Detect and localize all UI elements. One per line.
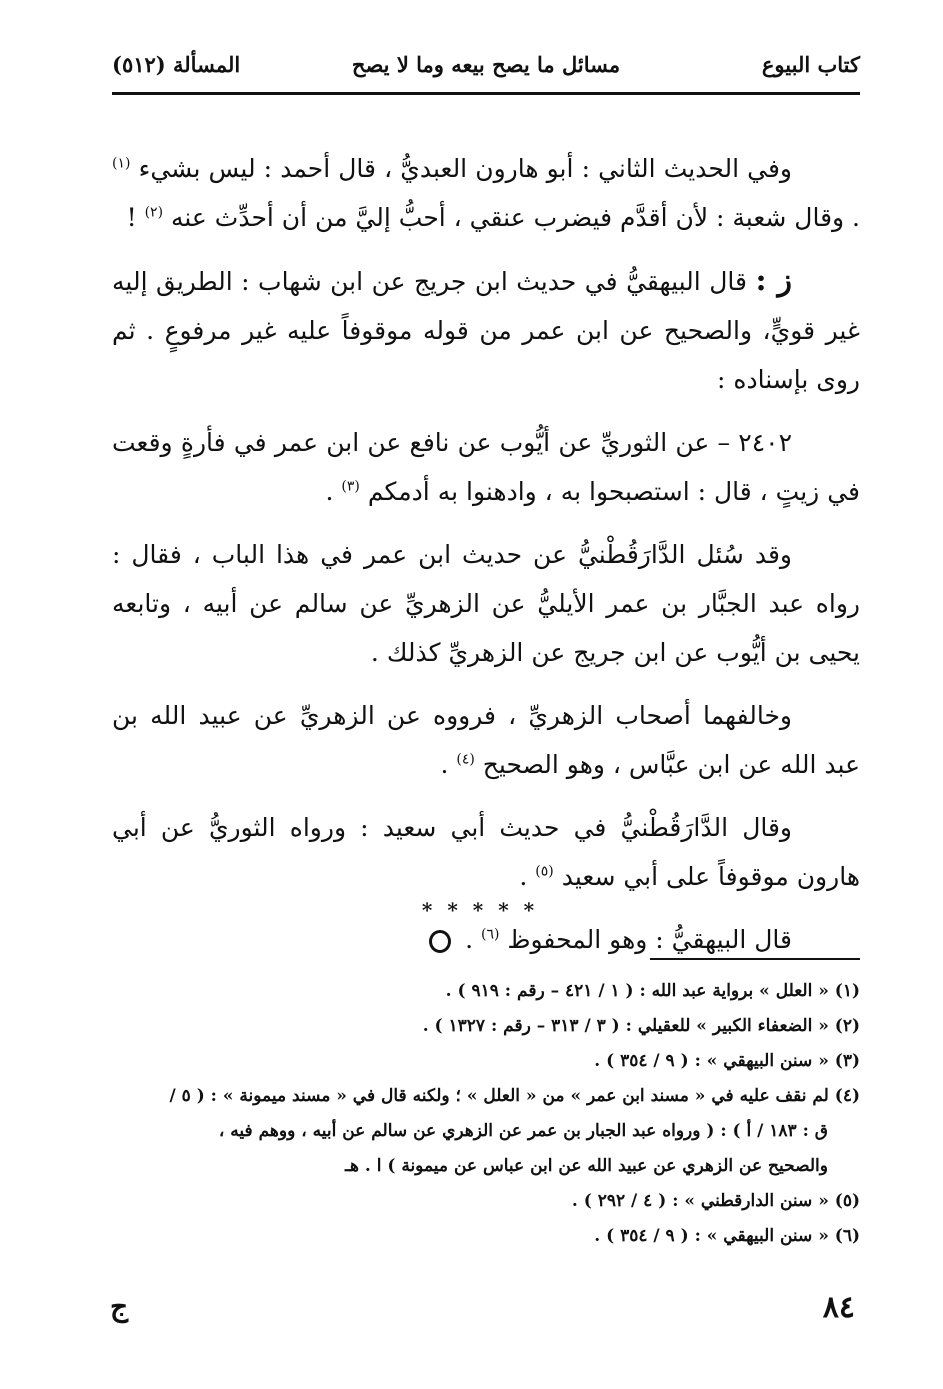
section-separator: * * * * * bbox=[421, 898, 539, 922]
footnote-ref-4: (٤) bbox=[456, 751, 475, 768]
paragraph-4-text: وقد سُئل الدَّارَقُطْنيُّ عن حديث ابن عمر في هذا الباب ، فقال : رواه عبد الجبَّار بن عمر الأيليُّ عن الزهريِّ عن سالم عن أبيه ، وتابعه يحيى بن أيُّوب عن ابن جريج عن الزهريِّ كذلك . bbox=[112, 540, 860, 667]
paragraph-1-end: ! bbox=[126, 203, 137, 232]
main-text bbox=[112, 144, 860, 978]
footnote-4-line-2: ق : ١٨٣ / أ ) : ( ورواه عبد الجبار بن عمر عن الزهري عن سالم عن أبيه ، ووهم فيه ، bbox=[218, 1121, 828, 1141]
paragraph-7-text: قال البيهقيُّ : وهو المحفوظ bbox=[507, 925, 792, 954]
paragraph-1-text: وفي الحديث الثاني : أبو هارون العبديُّ ، قال أحمد : ليس بشيء bbox=[138, 154, 793, 183]
footnote-ref-3: (٣) bbox=[341, 478, 360, 495]
running-header bbox=[112, 48, 860, 88]
footnote-1: (١) « العلل » برواية عبد الله : ( ١ / ٤٢١ – رقم : ٩١٩ ) . bbox=[445, 981, 860, 1001]
header-rule bbox=[112, 92, 860, 95]
footnote-ref-6: (٦) bbox=[480, 926, 500, 943]
signature-mark: ج bbox=[110, 1290, 129, 1323]
hadith-2402: ٢٤٠٢ – عن الثوريِّ عن أيُّوب عن نافع عن ابن عمر في فأرةٍ وقعت في زيتٍ ، قال : استصبحوا به ، وادهنوا به أدمكم bbox=[112, 428, 860, 506]
footnote-rule bbox=[650, 958, 860, 960]
paragraph-6-end: . bbox=[519, 862, 528, 891]
paragraph-1 bbox=[112, 144, 860, 242]
paragraph-5 bbox=[112, 691, 860, 789]
footnote-6: (٦) « سنن البيهقي » : ( ٩ / ٣٥٤ ) . bbox=[594, 1226, 860, 1246]
footnote-3: (٣) « سنن البيهقي » : ( ٩ / ٣٥٤ ) . bbox=[594, 1051, 860, 1071]
paragraph-5-text: وخالفهما أصحاب الزهريِّ ، فرووه عن الزهريِّ عن عبيد الله بن عبد الله عن ابن عبَّاس ، وهو الصحيح bbox=[112, 701, 860, 779]
footnote-ref-2: (٢) bbox=[144, 204, 164, 221]
paragraph-7-end: . bbox=[465, 925, 474, 954]
footnote-ref-1: (١) bbox=[112, 155, 131, 172]
paragraph-3-end: . bbox=[325, 477, 334, 506]
chapter-title: مسائل ما يصح بيعه وما لا يصح bbox=[351, 52, 621, 77]
footnote-4-line-3: والصحيح عن الزهري عن عبيد الله عن ابن عباس عن ميمونة ) ا . هـ bbox=[345, 1156, 828, 1176]
paragraph-1-continued: . وقال شعبة : لأن أقدَّم فيضرب عنقي ، أحبُّ إليَّ من أن أحدِّث عنه bbox=[170, 203, 860, 232]
addition-marker: ز : bbox=[755, 263, 792, 298]
paragraph-2-text: قال البيهقيُّ في حديث ابن جريج عن ابن شهاب : الطريق إليه غير قويٍّ، والصحيح عن ابن عمر من قوله موقوفاً عليه غير مرفوعٍ . ثم روى بإسناده : bbox=[112, 267, 860, 394]
footnote-ref-5: (٥) bbox=[535, 863, 554, 880]
footnote-4: (٤) لم نقف عليه في « مسند ابن عمر » من « العلل » ؛ ولكنه قال في « مسند ميمونة » : ( ٥ / bbox=[169, 1086, 860, 1106]
paragraph-6-text: وقال الدَّارَقُطْنيُّ في حديث أبي سعيد : ورواه الثوريُّ عن أبي هارون موقوفاً على أبي سعيد bbox=[112, 813, 860, 891]
issue-number: المسألة (٥١٢) bbox=[112, 52, 241, 77]
paragraph-4 bbox=[112, 530, 860, 677]
paragraph-6 bbox=[112, 803, 860, 901]
footnote-2: (٢) « الضعفاء الكبير » للعقيلي : ( ٣ / ٣١٣ – رقم : ١٣٢٧ ) . bbox=[422, 1016, 860, 1036]
paragraph-5-end: . bbox=[440, 750, 449, 779]
page-number: ٨٤ bbox=[822, 1290, 855, 1325]
paragraph-2 bbox=[112, 256, 860, 404]
paragraph-3 bbox=[112, 418, 860, 516]
paragraph-7 bbox=[112, 915, 860, 964]
footnotes bbox=[112, 974, 860, 1254]
footnote-5: (٥) « سنن الدارقطني » : ( ٤ / ٢٩٢ ) . bbox=[571, 1191, 860, 1211]
end-of-section-circle-icon bbox=[429, 930, 451, 953]
book-title: كتاب البيوع bbox=[761, 52, 860, 77]
